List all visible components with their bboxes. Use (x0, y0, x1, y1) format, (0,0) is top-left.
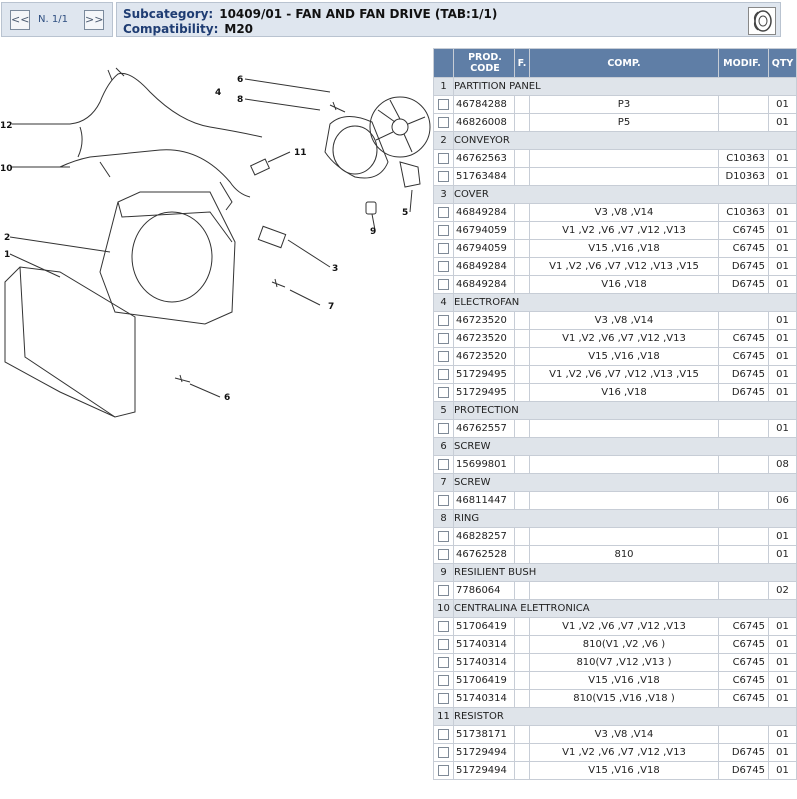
prod-code-cell[interactable]: 46849284 (454, 204, 515, 222)
table-row (434, 420, 797, 438)
callout-8: 8 (237, 95, 244, 105)
qty-cell: 01 (769, 96, 797, 114)
comp-cell: V1 ,V2 ,V6 ,V7 ,V12 ,V13 (530, 618, 719, 636)
prod-code-cell[interactable]: 46849284 (454, 276, 515, 294)
prod-code-cell[interactable]: 46723520 (454, 330, 515, 348)
comp-cell: V15 ,V16 ,V18 (530, 762, 719, 780)
f-cell (515, 528, 530, 546)
qty-cell: 01 (769, 636, 797, 654)
previous-page-button[interactable] (10, 10, 30, 30)
qty-cell: 01 (769, 366, 797, 384)
f-cell (515, 654, 530, 672)
f-cell (515, 546, 530, 564)
subcategory-value: 10409/01 - FAN AND FAN DRIVE (TAB:1/1) (219, 7, 498, 21)
modif-cell: C10363 (719, 150, 769, 168)
f-cell (515, 222, 530, 240)
row-checkbox[interactable] (438, 225, 449, 236)
group-name: PROTECTION (454, 402, 797, 420)
modif-cell: D6745 (719, 744, 769, 762)
qty-cell: 01 (769, 348, 797, 366)
group-name: SCREW (454, 438, 797, 456)
row-checkbox[interactable] (438, 423, 449, 434)
group-number: 5 (434, 402, 454, 420)
comp-cell: V3 ,V8 ,V14 (530, 204, 719, 222)
table-row (434, 204, 797, 222)
group-row (434, 294, 797, 312)
group-name: RESILIENT BUSH (454, 564, 797, 582)
table-row (434, 240, 797, 258)
group-number: 1 (434, 78, 454, 96)
f-cell (515, 366, 530, 384)
group-row (434, 510, 797, 528)
callout-4: 4 (215, 88, 222, 98)
qty-cell: 01 (769, 672, 797, 690)
callout-5: 5 (402, 208, 409, 218)
prod-code-cell[interactable]: 7786064 (454, 582, 515, 600)
prod-code-cell[interactable]: 46723520 (454, 348, 515, 366)
comp-cell: V16 ,V18 (530, 276, 719, 294)
row-checkbox[interactable] (438, 585, 449, 596)
table-row (434, 348, 797, 366)
f-cell (515, 114, 530, 132)
callout-11: 11 (294, 148, 307, 158)
table-row (434, 690, 797, 708)
row-checkbox[interactable] (438, 171, 449, 182)
row-select-cell (434, 456, 454, 474)
f-cell (515, 240, 530, 258)
modif-cell (719, 726, 769, 744)
group-row (434, 708, 797, 726)
f-cell (515, 690, 530, 708)
subcategory-label: Subcategory: (123, 7, 214, 21)
qty-cell: 01 (769, 654, 797, 672)
row-checkbox[interactable] (438, 369, 449, 380)
callout-10: 10 (0, 164, 13, 174)
comp-cell (530, 420, 719, 438)
qty-cell: 01 (769, 168, 797, 186)
row-checkbox[interactable] (438, 261, 449, 272)
group-row (434, 78, 797, 96)
table-row (434, 456, 797, 474)
f-cell (515, 330, 530, 348)
callout-6-bottom: 6 (224, 393, 231, 403)
callout-12: 12 (0, 121, 13, 131)
group-name: RING (454, 510, 797, 528)
row-checkbox[interactable] (438, 729, 449, 740)
col-qty-header: QTY (769, 49, 797, 78)
col-modif-header: MODIF. (719, 49, 769, 78)
group-row (434, 132, 797, 150)
modif-cell: C10363 (719, 204, 769, 222)
subcategory-line (123, 7, 497, 21)
modif-cell: D6745 (719, 762, 769, 780)
f-cell (515, 204, 530, 222)
group-number: 11 (434, 708, 454, 726)
f-cell (515, 636, 530, 654)
subcategory-header (116, 2, 781, 37)
table-row (434, 114, 797, 132)
qty-cell: 01 (769, 420, 797, 438)
modif-cell (719, 492, 769, 510)
next-page-button[interactable] (84, 10, 104, 30)
modif-cell (719, 96, 769, 114)
group-row (434, 402, 797, 420)
group-number: 4 (434, 294, 454, 312)
table-row (434, 726, 797, 744)
prod-code-cell[interactable]: 46762563 (454, 150, 515, 168)
row-select-cell (434, 168, 454, 186)
modif-cell (719, 420, 769, 438)
callout-7: 7 (328, 302, 335, 312)
row-select-cell (434, 204, 454, 222)
row-checkbox[interactable] (438, 495, 449, 506)
modif-cell: D6745 (719, 366, 769, 384)
comp-cell: P3 (530, 96, 719, 114)
comp-cell (530, 456, 719, 474)
row-checkbox[interactable] (438, 621, 449, 632)
comp-cell (530, 150, 719, 168)
row-checkbox[interactable] (438, 387, 449, 398)
modif-cell (719, 114, 769, 132)
group-row (434, 474, 797, 492)
f-cell (515, 744, 530, 762)
prod-code-cell[interactable]: 46849284 (454, 258, 515, 276)
row-checkbox[interactable] (438, 459, 449, 470)
tire-icon[interactable] (748, 7, 776, 35)
group-row (434, 600, 797, 618)
table-row (434, 330, 797, 348)
table-row (434, 150, 797, 168)
row-select-cell (434, 384, 454, 402)
top-bar (0, 0, 782, 40)
row-select-cell (434, 654, 454, 672)
prod-code-cell[interactable]: 51729495 (454, 366, 515, 384)
row-select-cell (434, 744, 454, 762)
row-select-cell (434, 312, 454, 330)
table-row (434, 492, 797, 510)
qty-cell: 01 (769, 528, 797, 546)
group-name: COVER (454, 186, 797, 204)
prod-code-cell[interactable]: 51729495 (454, 384, 515, 402)
group-name: SCREW (454, 474, 797, 492)
comp-cell: 810(V1 ,V2 ,V6 ) (530, 636, 719, 654)
prod-code-cell[interactable]: 46826008 (454, 114, 515, 132)
row-select-cell (434, 348, 454, 366)
table-row (434, 762, 797, 780)
double-chevron-right-icon: >> (85, 13, 104, 26)
group-row (434, 186, 797, 204)
harness-upper (18, 73, 262, 137)
row-select-cell (434, 150, 454, 168)
callout-2: 2 (4, 233, 11, 243)
table-row (434, 654, 797, 672)
comp-cell: V1 ,V2 ,V6 ,V7 ,V12 ,V13 ,V15 (530, 366, 719, 384)
callout-9: 9 (370, 227, 377, 237)
comp-cell (530, 168, 719, 186)
prod-code-cell[interactable]: 46794059 (454, 222, 515, 240)
callout-6-top: 6 (237, 75, 244, 85)
row-select-cell (434, 420, 454, 438)
modif-cell: C6745 (719, 330, 769, 348)
table-row (434, 366, 797, 384)
callout-1: 1 (4, 250, 11, 260)
qty-cell: 06 (769, 492, 797, 510)
prod-code-cell[interactable]: 15699801 (454, 456, 515, 474)
comp-cell: V1 ,V2 ,V6 ,V7 ,V12 ,V13 (530, 222, 719, 240)
f-cell (515, 276, 530, 294)
modif-cell: C6745 (719, 240, 769, 258)
group-number: 7 (434, 474, 454, 492)
f-cell (515, 348, 530, 366)
row-checkbox[interactable] (438, 243, 449, 254)
prod-code-cell[interactable]: 51740314 (454, 636, 515, 654)
qty-cell: 01 (769, 546, 797, 564)
row-select-cell (434, 546, 454, 564)
qty-cell: 01 (769, 276, 797, 294)
table-row (434, 744, 797, 762)
qty-cell: 01 (769, 150, 797, 168)
table-row (434, 672, 797, 690)
row-checkbox[interactable] (438, 675, 449, 686)
row-select-cell (434, 366, 454, 384)
group-number: 3 (434, 186, 454, 204)
table-row (434, 168, 797, 186)
prod-code-cell[interactable]: 51729494 (454, 744, 515, 762)
table-row (434, 96, 797, 114)
row-select-cell (434, 240, 454, 258)
prod-code-cell[interactable]: 46762557 (454, 420, 515, 438)
prod-code-cell[interactable]: 51729494 (454, 762, 515, 780)
f-cell (515, 762, 530, 780)
comp-cell: 810 (530, 546, 719, 564)
group-number: 10 (434, 600, 454, 618)
page-indicator: N. 1/1 (38, 14, 68, 25)
modif-cell: C6745 (719, 690, 769, 708)
table-row (434, 276, 797, 294)
qty-cell: 01 (769, 312, 797, 330)
prod-code-cell[interactable]: 51740314 (454, 690, 515, 708)
modif-cell (719, 312, 769, 330)
row-checkbox[interactable] (438, 747, 449, 758)
modif-cell: D6745 (719, 384, 769, 402)
group-name: PARTITION PANEL (454, 78, 797, 96)
modif-cell: C6745 (719, 672, 769, 690)
row-checkbox[interactable] (438, 531, 449, 542)
comp-cell: V15 ,V16 ,V18 (530, 348, 719, 366)
modif-cell (719, 456, 769, 474)
qty-cell: 01 (769, 240, 797, 258)
f-cell (515, 420, 530, 438)
group-row (434, 438, 797, 456)
f-cell (515, 456, 530, 474)
table-header-row (434, 49, 797, 78)
comp-cell: V3 ,V8 ,V14 (530, 726, 719, 744)
row-select-cell (434, 762, 454, 780)
prod-code-cell[interactable]: 51738171 (454, 726, 515, 744)
row-select-cell (434, 276, 454, 294)
f-cell (515, 618, 530, 636)
row-select-cell (434, 114, 454, 132)
exploded-parts-diagram (0, 62, 430, 422)
qty-cell: 01 (769, 618, 797, 636)
row-checkbox[interactable] (438, 657, 449, 668)
qty-cell: 01 (769, 114, 797, 132)
comp-cell: V3 ,V8 ,V14 (530, 312, 719, 330)
col-f-header: F. (515, 49, 530, 78)
prod-code-cell[interactable]: 46794059 (454, 240, 515, 258)
row-select-cell (434, 492, 454, 510)
comp-cell: 810(V7 ,V12 ,V13 ) (530, 654, 719, 672)
f-cell (515, 492, 530, 510)
double-chevron-left-icon: << (11, 13, 30, 26)
f-cell (515, 726, 530, 744)
comp-cell (530, 492, 719, 510)
row-select-cell (434, 258, 454, 276)
f-cell (515, 168, 530, 186)
row-checkbox[interactable] (438, 117, 449, 128)
row-select-cell (434, 528, 454, 546)
modif-cell (719, 546, 769, 564)
prod-code-cell[interactable]: 51706419 (454, 672, 515, 690)
row-checkbox[interactable] (438, 279, 449, 290)
modif-cell (719, 582, 769, 600)
comp-cell (530, 528, 719, 546)
qty-cell: 02 (769, 582, 797, 600)
modif-cell: D6745 (719, 276, 769, 294)
qty-cell: 01 (769, 222, 797, 240)
f-cell (515, 258, 530, 276)
table-row (434, 636, 797, 654)
callout-3: 3 (332, 264, 339, 274)
prod-code-cell[interactable]: 46811447 (454, 492, 515, 510)
row-checkbox[interactable] (438, 207, 449, 218)
prod-code-cell[interactable]: 51763484 (454, 168, 515, 186)
group-name: CENTRALINA ELETTRONICA (454, 600, 797, 618)
qty-cell: 01 (769, 762, 797, 780)
modif-cell: D6745 (719, 258, 769, 276)
row-select-cell (434, 690, 454, 708)
group-name: RESISTOR (454, 708, 797, 726)
qty-cell: 01 (769, 744, 797, 762)
col-select-header (434, 49, 454, 78)
table-row (434, 384, 797, 402)
f-cell (515, 582, 530, 600)
row-checkbox[interactable] (438, 99, 449, 110)
parts-table (433, 48, 797, 780)
group-number: 6 (434, 438, 454, 456)
comp-cell (530, 582, 719, 600)
row-checkbox[interactable] (438, 333, 449, 344)
row-checkbox[interactable] (438, 153, 449, 164)
qty-cell: 01 (769, 726, 797, 744)
table-row (434, 528, 797, 546)
group-row (434, 564, 797, 582)
group-name: CONVEYOR (454, 132, 797, 150)
page-navigator (1, 2, 113, 37)
table-row (434, 618, 797, 636)
row-select-cell (434, 582, 454, 600)
comp-cell: V15 ,V16 ,V18 (530, 240, 719, 258)
comp-cell: 810(V15 ,V16 ,V18 ) (530, 690, 719, 708)
f-cell (515, 96, 530, 114)
table-row (434, 312, 797, 330)
comp-cell: V1 ,V2 ,V6 ,V7 ,V12 ,V13 (530, 330, 719, 348)
group-number: 8 (434, 510, 454, 528)
table-row (434, 258, 797, 276)
qty-cell: 01 (769, 690, 797, 708)
group-name: ELECTROFAN (454, 294, 797, 312)
group-number: 2 (434, 132, 454, 150)
prod-code-cell[interactable]: 46762528 (454, 546, 515, 564)
modif-cell: C6745 (719, 348, 769, 366)
row-checkbox[interactable] (438, 351, 449, 362)
comp-cell: V15 ,V16 ,V18 (530, 672, 719, 690)
table-row (434, 582, 797, 600)
compatibility-label: Compatibility: (123, 22, 219, 36)
row-select-cell (434, 618, 454, 636)
prod-code-cell[interactable]: 51706419 (454, 618, 515, 636)
row-checkbox[interactable] (438, 315, 449, 326)
modif-cell: C6745 (719, 618, 769, 636)
qty-cell: 01 (769, 204, 797, 222)
prod-code-cell[interactable]: 46723520 (454, 312, 515, 330)
qty-cell: 08 (769, 456, 797, 474)
comp-cell: V16 ,V18 (530, 384, 719, 402)
prod-code-cell[interactable]: 51740314 (454, 654, 515, 672)
comp-cell: V1 ,V2 ,V6 ,V7 ,V12 ,V13 ,V15 (530, 258, 719, 276)
row-select-cell (434, 672, 454, 690)
row-select-cell (434, 222, 454, 240)
row-checkbox[interactable] (438, 549, 449, 560)
modif-cell: C6745 (719, 222, 769, 240)
row-select-cell (434, 726, 454, 744)
row-checkbox[interactable] (438, 639, 449, 650)
compatibility-value: M20 (224, 22, 254, 36)
group-number: 9 (434, 564, 454, 582)
f-cell (515, 384, 530, 402)
qty-cell: 01 (769, 258, 797, 276)
f-cell (515, 150, 530, 168)
col-comp-header: COMP. (530, 49, 719, 78)
row-checkbox[interactable] (438, 765, 449, 776)
modif-cell (719, 528, 769, 546)
modif-cell: C6745 (719, 636, 769, 654)
comp-cell: V1 ,V2 ,V6 ,V7 ,V12 ,V13 (530, 744, 719, 762)
row-select-cell (434, 636, 454, 654)
qty-cell: 01 (769, 384, 797, 402)
modif-cell: D10363 (719, 168, 769, 186)
row-select-cell (434, 330, 454, 348)
col-prod-code-header: PROD. CODE (454, 49, 515, 78)
compatibility-line (123, 22, 253, 36)
row-select-cell (434, 96, 454, 114)
table-row (434, 222, 797, 240)
modif-cell: C6745 (719, 654, 769, 672)
qty-cell: 01 (769, 330, 797, 348)
prod-code-cell[interactable]: 46828257 (454, 528, 515, 546)
f-cell (515, 312, 530, 330)
table-body (434, 78, 797, 780)
prod-code-cell[interactable]: 46784288 (454, 96, 515, 114)
f-cell (515, 672, 530, 690)
comp-cell: P5 (530, 114, 719, 132)
row-checkbox[interactable] (438, 693, 449, 704)
table-row (434, 546, 797, 564)
